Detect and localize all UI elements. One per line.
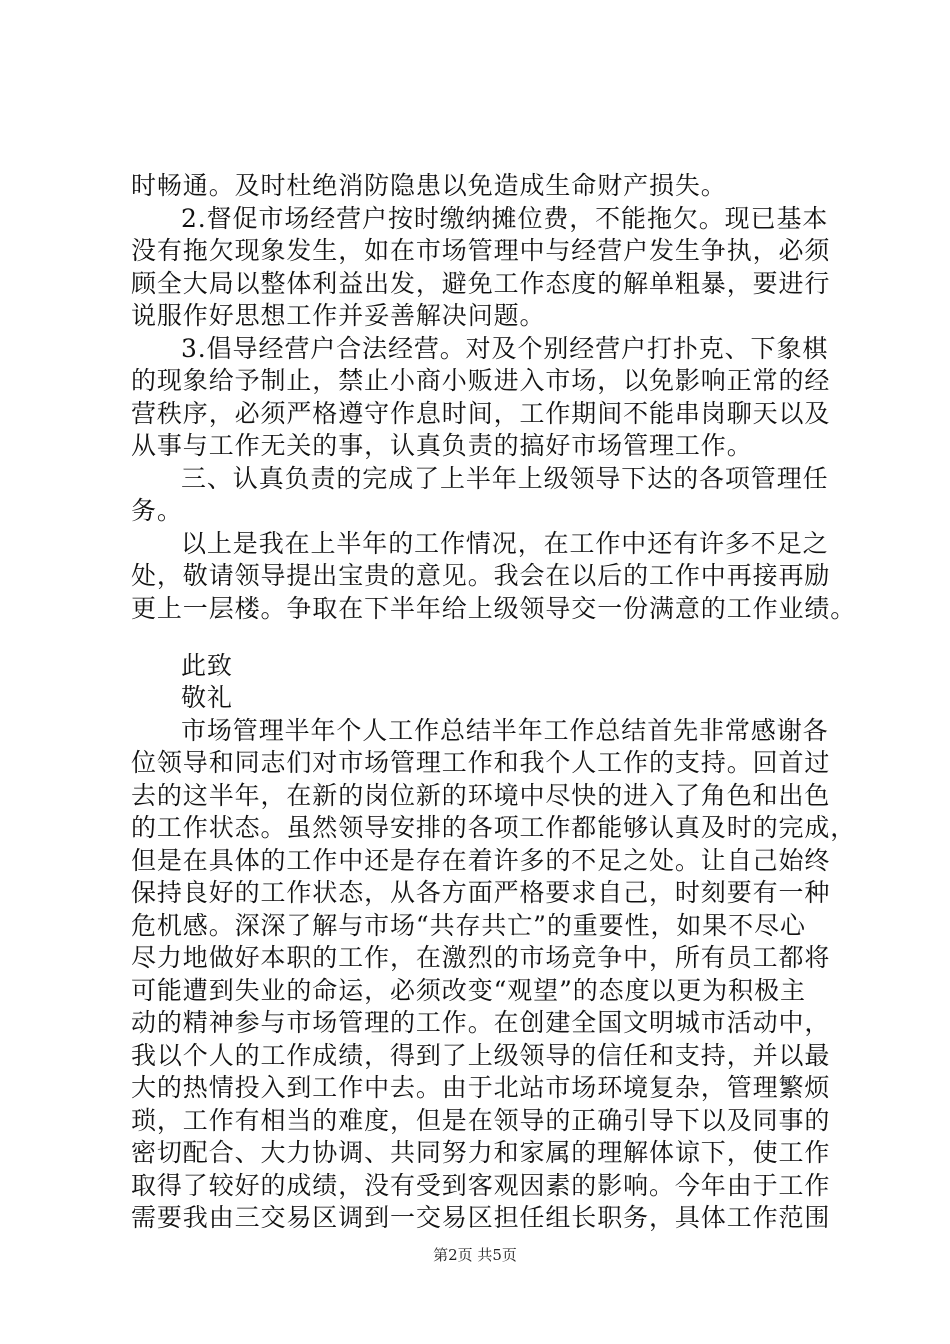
body-text-line: 从事与工作无关的事，认真负责的搞好市场管理工作。 bbox=[131, 431, 753, 460]
body-text-line: 的工作状态。虽然领导安排的各项工作都能够认真及时的完成， bbox=[131, 813, 857, 842]
section-heading: 三、认真负责的完成了上半年上级领导下达的各项管理任 bbox=[181, 464, 829, 493]
body-text-line: 密切配合、大力协调、共同努力和家属的理解体谅下，使工作 bbox=[131, 1138, 831, 1167]
body-text-line: 没有拖欠现象发生，如在市场管理中与经营户发生争执，必须 bbox=[131, 236, 831, 265]
body-text-line: 营秩序，必须严格遵守作息时间，工作期间不能串岗聊天以及 bbox=[131, 399, 831, 428]
body-text-line: 危机感。深深了解与市场“共存共亡”的重要性，如果不尽心 bbox=[131, 911, 806, 940]
body-text-line: 市场管理半年个人工作总结半年工作总结首先非常感谢各 bbox=[181, 716, 829, 745]
body-text-line: 位领导和同志们对市场管理工作和我个人工作的支持。回首过 bbox=[131, 748, 831, 777]
body-text-line: 更上一层楼。争取在下半年给上级领导交一份满意的工作业绩。 bbox=[131, 594, 857, 623]
body-text-line: 保持良好的工作状态，从各方面严格要求自己，时刻要有一种 bbox=[131, 878, 831, 907]
body-text-line: 可能遭到失业的命运，必须改变“观望”的态度以更为积极主 bbox=[131, 976, 806, 1005]
body-text-line: 取得了较好的成绩，没有受到客观因素的影响。今年由于工作 bbox=[131, 1171, 831, 1200]
body-text-line: 需要我由三交易区调到一交易区担任组长职务，具体工作范围 bbox=[131, 1203, 831, 1232]
body-text-line: 动的精神参与市场管理的工作。在创建全国文明城市活动中， bbox=[131, 1008, 831, 1037]
body-text-line: 但是在具体的工作中还是存在着许多的不足之处。让自己始终 bbox=[131, 846, 831, 875]
page-number-footer: 第2页 共5页 bbox=[433, 1246, 517, 1264]
body-text-line: 的现象给予制止，禁止小商小贩进入市场，以免影响正常的经 bbox=[131, 366, 831, 395]
body-text-line: 说服作好思想工作并妥善解决问题。 bbox=[131, 301, 546, 330]
body-text-line: 处，敬请领导提出宝贵的意见。我会在以后的工作中再接再励 bbox=[131, 561, 831, 590]
body-text-line: 3.倡导经营户合法经营。对及个别经营户打扑克、下象棋 bbox=[181, 334, 829, 363]
body-text-line: 以上是我在上半年的工作情况，在工作中还有许多不足之 bbox=[181, 529, 829, 558]
body-text-line: 我以个人的工作成绩，得到了上级领导的信任和支持，并以最 bbox=[131, 1041, 831, 1070]
body-text-line: 琐，工作有相当的难度，但是在领导的正确引导下以及同事的 bbox=[131, 1106, 831, 1135]
body-text-line: 去的这半年，在新的岗位新的环境中尽快的进入了角色和出色 bbox=[131, 781, 831, 810]
body-text-line: 顾全大局以整体利益出发，避免工作态度的解单粗暴，要进行 bbox=[131, 269, 831, 298]
body-text-line: 2.督促市场经营户按时缴纳摊位费，不能拖欠。现已基本 bbox=[181, 204, 829, 233]
body-text-line: 时畅通。及时杜绝消防隐患以免造成生命财产损失。 bbox=[131, 171, 727, 200]
body-text-line: 尽力地做好本职的工作，在激烈的市场竞争中，所有员工都将 bbox=[131, 943, 831, 972]
body-text-line: 务。 bbox=[131, 496, 183, 525]
closing-salutation: 敬礼 bbox=[181, 683, 233, 712]
body-text-line: 大的热情投入到工作中去。由于北站市场环境复杂，管理繁烦 bbox=[131, 1073, 831, 1102]
closing-salutation: 此致 bbox=[181, 651, 233, 680]
